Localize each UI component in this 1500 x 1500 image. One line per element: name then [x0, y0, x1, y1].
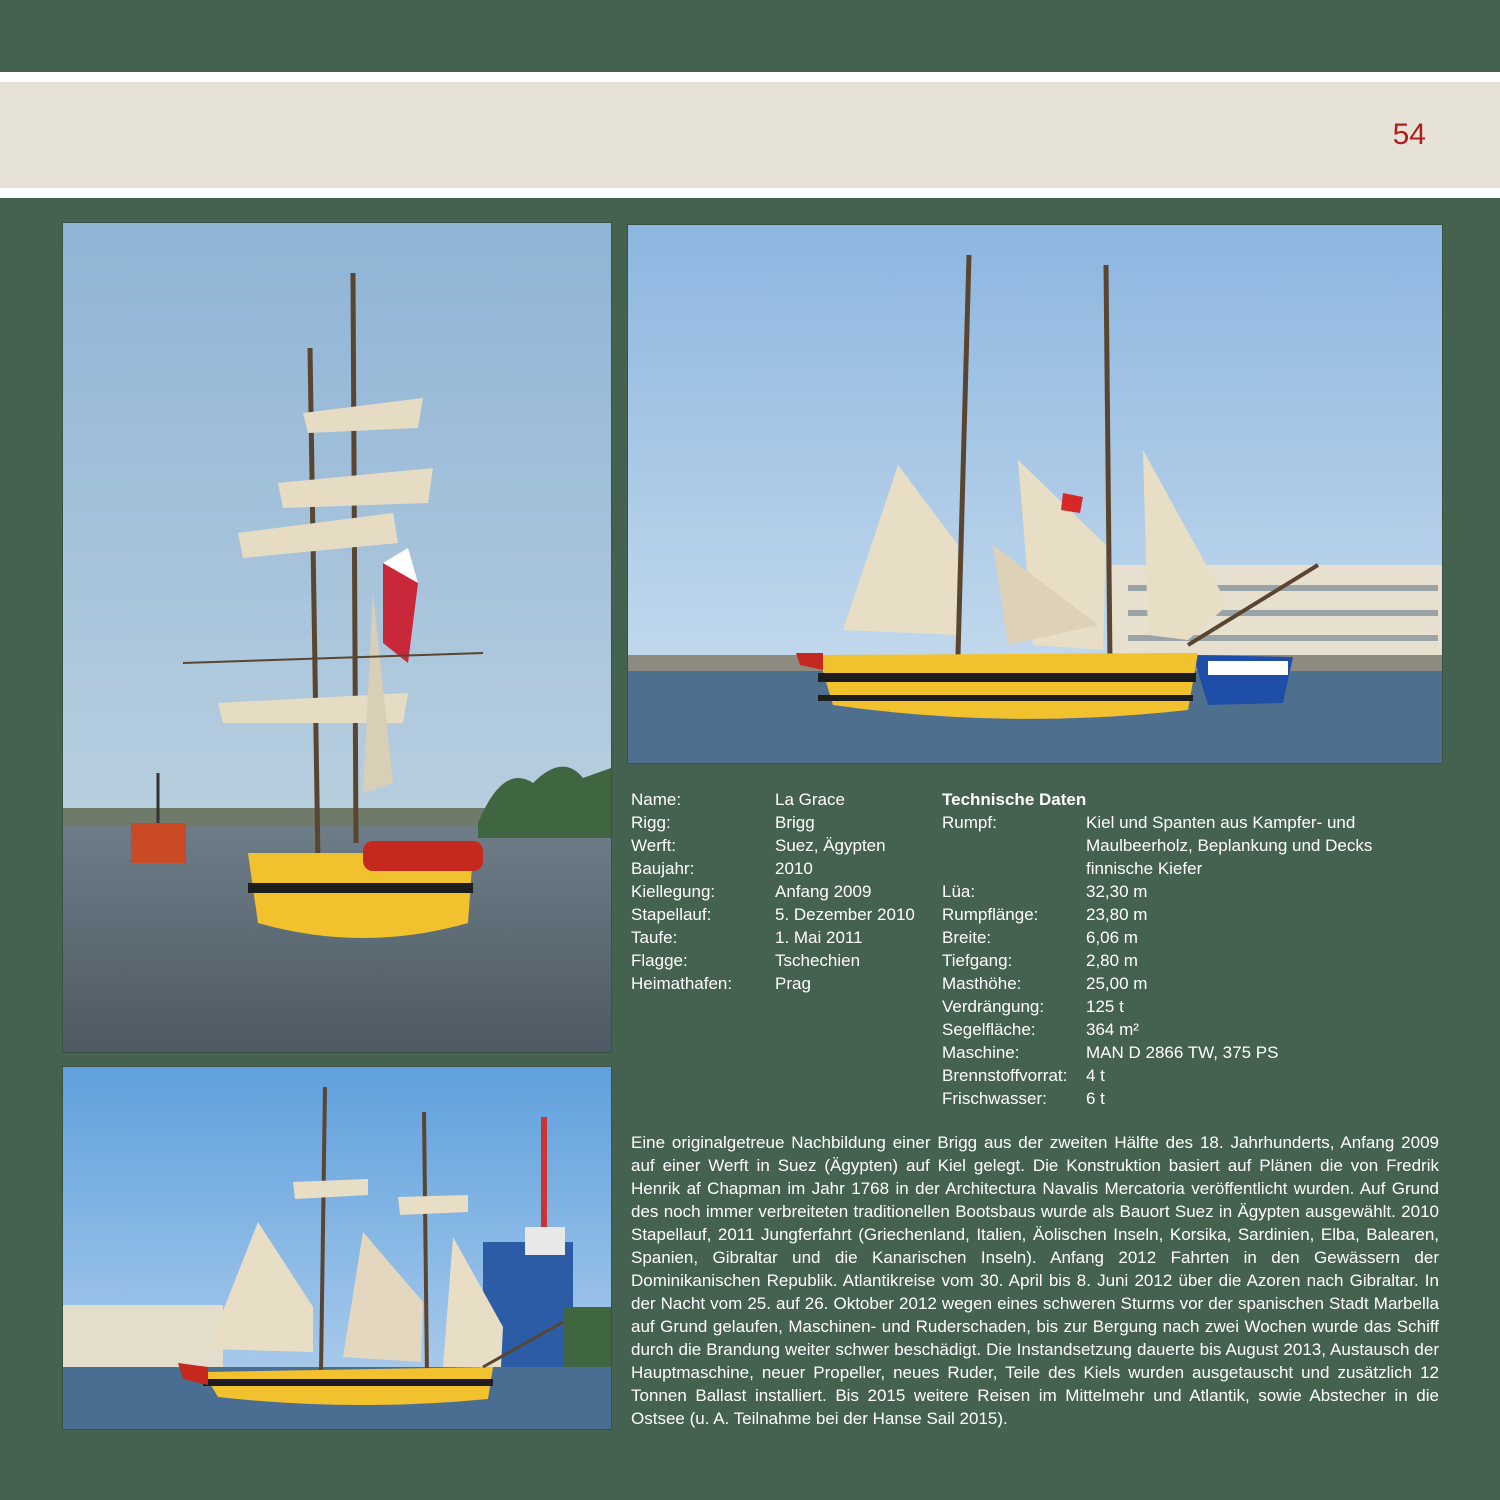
fact-label: Kiellegung: [631, 882, 716, 901]
tech-value: 23,80 m [1086, 905, 1148, 924]
fact-value: Anfang 2009 [775, 882, 872, 901]
fact-label: Rigg: [631, 813, 671, 832]
fact-label: Heimathafen: [631, 974, 733, 993]
fact-row-rigg [631, 811, 931, 834]
fact-row-baujahr [631, 857, 931, 880]
tech-value: 6,06 m [1086, 928, 1138, 947]
tech-value: 125 t [1086, 997, 1124, 1016]
tech-row-segelflaeche [942, 1018, 1442, 1041]
tech-label: Lüa: [942, 882, 976, 901]
tech-label: Maschine: [942, 1043, 1020, 1062]
fact-row-werft [631, 834, 931, 857]
page-number: 54 [1392, 118, 1426, 151]
fact-value: Tschechien [775, 951, 861, 970]
fact-label: Werft: [631, 836, 677, 855]
tech-label: Segelfläche: [942, 1020, 1036, 1039]
photo-ship-stern-view [62, 222, 612, 1053]
photo-ship-with-tower [62, 1066, 612, 1430]
tech-value: MAN D 2866 TW, 375 PS [1086, 1043, 1279, 1062]
tech-value: 2,80 m [1086, 951, 1138, 970]
tech-value: 6 t [1086, 1089, 1105, 1108]
fact-value: Prag [775, 974, 811, 993]
tech-row-maschine [942, 1041, 1442, 1064]
tech-value: 4 t [1086, 1066, 1105, 1085]
tech-label: Masthöhe: [942, 974, 1022, 993]
fact-row-kiellegung [631, 880, 931, 903]
fact-label: Taufe: [631, 928, 678, 947]
ship-facts [631, 788, 931, 995]
fact-value: 1. Mai 2011 [775, 928, 863, 947]
fact-label: Baujahr: [631, 859, 695, 878]
ship-description: Eine originalgetreue Nachbildung einer Brigg aus der zweiten Hälfte des 18. Jahrhunderts, Anfang 2009 auf einer Werft in Suez (Ägypten) auf Kiel gelegt. Die Konstruktion basiert auf Plänen die von Fredrik Henrik af Chapman im Jahr 1768 in der Architectura Navalis Mercatoria veröffentlicht wurden. Auf Grund des noch immer verbreiteten traditionellen Bootsbaus wurde als Bauort Suez in Ägypten ausgewählt. 2010 Stapellauf, 2011 Jungferfahrt (Griechenland, Italien, Äolischen Inseln, Korsika, Sardinien, Elba, Balearen, Spanien, Gibraltar und die Kanarischen Inseln). Anfang 2012 Fahrten in den Gewässern der Dominikanischen Republik. Atlantikreise vom 30. April bis 8. Juni 2012 über die Azoren nach Gibraltar. In der Nacht vom 25. auf 26. Oktober 2012 wegen eines schweren Sturms vor der spanischen Stadt Marbella auf Grund gelaufen, Maschinen- und Ruderschaden, bis zur Bergung nach zwei Wochen wurde das Schiff durch die Brandung weiter schwer beschädigt. Die Instandsetzung dauerte bis August 2013, Austausch der Hauptmaschine, neuer Propeller, neues Ruder, Teile des Kiels wurden ausgetauscht und zusätzlich 12 Tonnen Ballast installiert. Bis 2015 weitere Reisen im Mittelmehr und Atlantik, sowie Abstecher in die Ostsee (u. A. Teilnahme bei der Hanse Sail 2015). [631, 1133, 1439, 1428]
fact-value: La Grace [775, 790, 845, 809]
technical-data [942, 788, 1442, 1110]
tech-label: Rumpf: [942, 813, 997, 832]
tech-row-frischwasser [942, 1087, 1442, 1110]
tech-row-verdraengung [942, 995, 1442, 1018]
tech-row-rumpflaenge [942, 903, 1442, 926]
technical-data-title: Technische Daten [942, 790, 1087, 809]
fact-value: 5. Dezember 2010 [775, 905, 915, 924]
fact-value: Suez, Ägypten [775, 836, 886, 855]
tech-label: Frischwasser: [942, 1089, 1047, 1108]
tech-label: Verdrängung: [942, 997, 1045, 1016]
fact-row-name [631, 788, 931, 811]
tech-row-lua [942, 880, 1442, 903]
tech-label: Brennstoffvorrat: [942, 1066, 1068, 1085]
tech-row-masthoehe [942, 972, 1442, 995]
tech-row-breite [942, 926, 1442, 949]
tech-value: 364 m² [1086, 1020, 1139, 1039]
header-bar [0, 82, 1500, 188]
fact-label: Stapellauf: [631, 905, 712, 924]
fact-row-stapellauf [631, 903, 931, 926]
fact-value: 2010 [775, 859, 813, 878]
fact-row-taufe [631, 926, 931, 949]
tech-row-brennstoff [942, 1064, 1442, 1087]
tech-value: 32,30 m [1086, 882, 1148, 901]
tech-label: Rumpflänge: [942, 905, 1039, 924]
tech-row-tiefgang [942, 949, 1442, 972]
tech-label: Tiefgang: [942, 951, 1013, 970]
fact-value: Brigg [775, 813, 815, 832]
photo-ship-broadside [627, 224, 1443, 764]
tech-value: 25,00 m [1086, 974, 1148, 993]
tech-label: Breite: [942, 928, 992, 947]
fact-row-flagge [631, 949, 931, 972]
fact-label: Flagge: [631, 951, 688, 970]
tech-row-rumpf [942, 811, 1442, 880]
tech-value: Kiel und Spanten aus Kampfer- und Maulbeerholz, Beplankung und Decks finnische Kiefer [1086, 813, 1373, 878]
fact-label: Name: [631, 790, 682, 809]
fact-row-heimathafen [631, 972, 931, 995]
